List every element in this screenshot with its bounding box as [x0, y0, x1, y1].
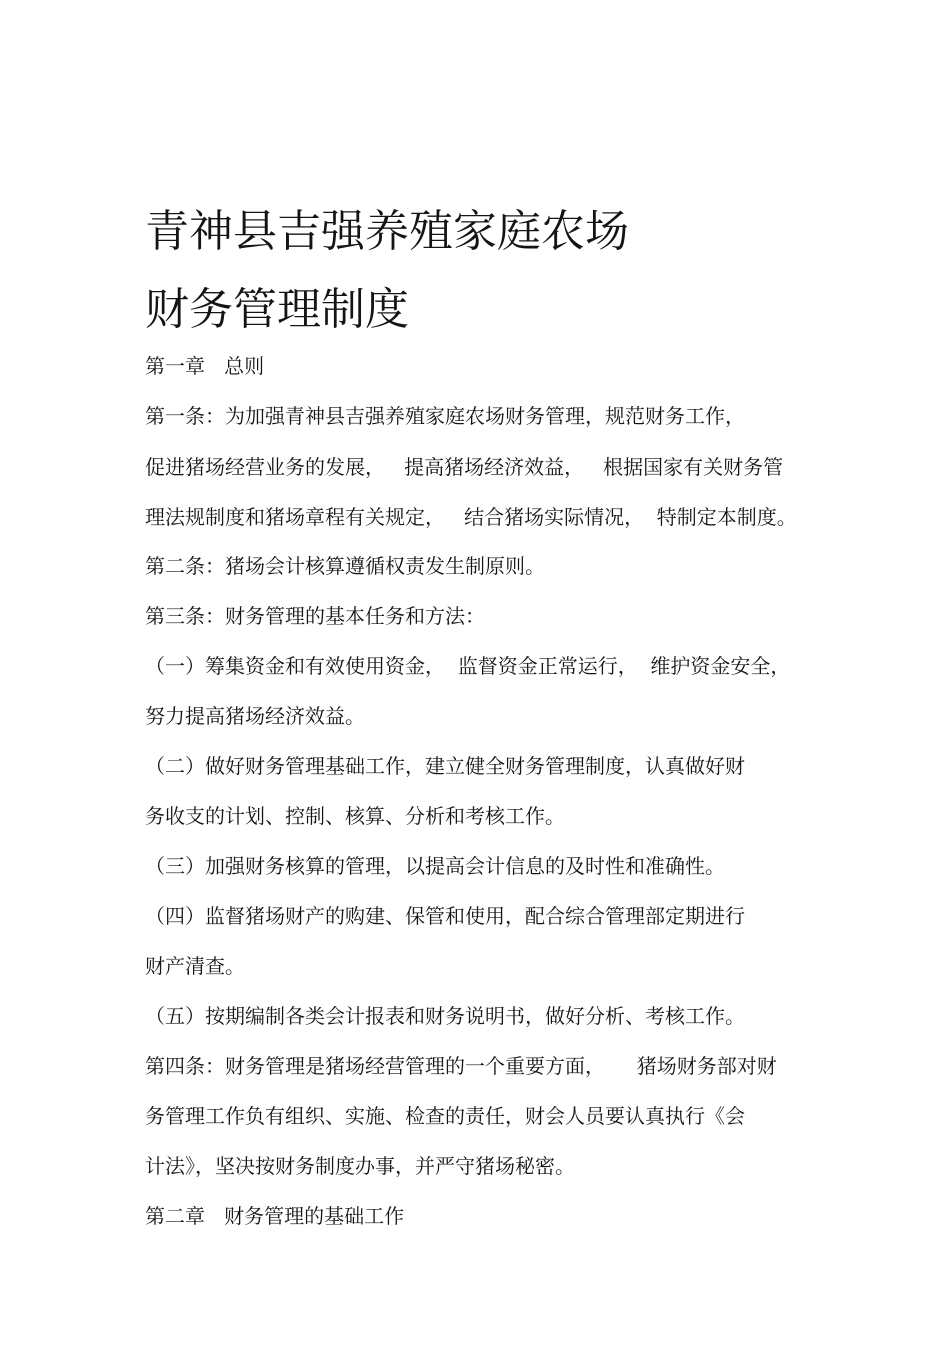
list-item-line: （二）做好财务管理基础工作，建立健全财务管理制度，认真做好财 [145, 754, 745, 778]
list-item-line: （一）筹集资金和有效使用资金， 监督资金正常运行， 维护资金安全， [145, 654, 791, 678]
article-line: 第三条：财务管理的基本任务和方法： [145, 604, 485, 628]
list-item-line: （三）加强财务核算的管理，以提高会计信息的及时性和准确性。 [145, 854, 725, 878]
list-item-line: 务收支的计划、控制、核算、分析和考核工作。 [145, 804, 565, 828]
article-line: 促进猪场经营业务的发展， 提高猪场经济效益， 根据国家有关财务管 [145, 455, 784, 479]
document-title-line-2: 财务管理制度 [145, 284, 409, 335]
chapter-heading: 第一章 总则 [145, 354, 265, 378]
list-item-line: （四）监督猪场财产的购建、保管和使用，配合综合管理部定期进行 [145, 904, 745, 928]
chapter-heading: 第二章 财务管理的基础工作 [145, 1204, 405, 1228]
article-line: 第四条：财务管理是猪场经营管理的一个重要方面， 猪场财务部对财 [145, 1054, 777, 1078]
article-line: 计法》，坚决按财务制度办事，并严守猪场秘密。 [145, 1154, 575, 1178]
list-item-line: 努力提高猪场经济效益。 [145, 704, 365, 728]
article-line: 务管理工作负有组织、实施、检查的责任，财会人员要认真执行《会 [145, 1104, 745, 1128]
list-item-line: 财产清查。 [145, 954, 245, 978]
article-line: 第一条：为加强青神县吉强养殖家庭农场财务管理，规范财务工作， [145, 404, 745, 428]
article-line: 理法规制度和猪场章程有关规定， 结合猪场实际情况， 特制定本制度。 [145, 505, 797, 529]
article-line: 第二条：猪场会计核算遵循权责发生制原则。 [145, 554, 545, 578]
list-item-line: （五）按期编制各类会计报表和财务说明书，做好分析、考核工作。 [145, 1004, 745, 1028]
document-title-line-1: 青神县吉强养殖家庭农场 [145, 206, 629, 257]
